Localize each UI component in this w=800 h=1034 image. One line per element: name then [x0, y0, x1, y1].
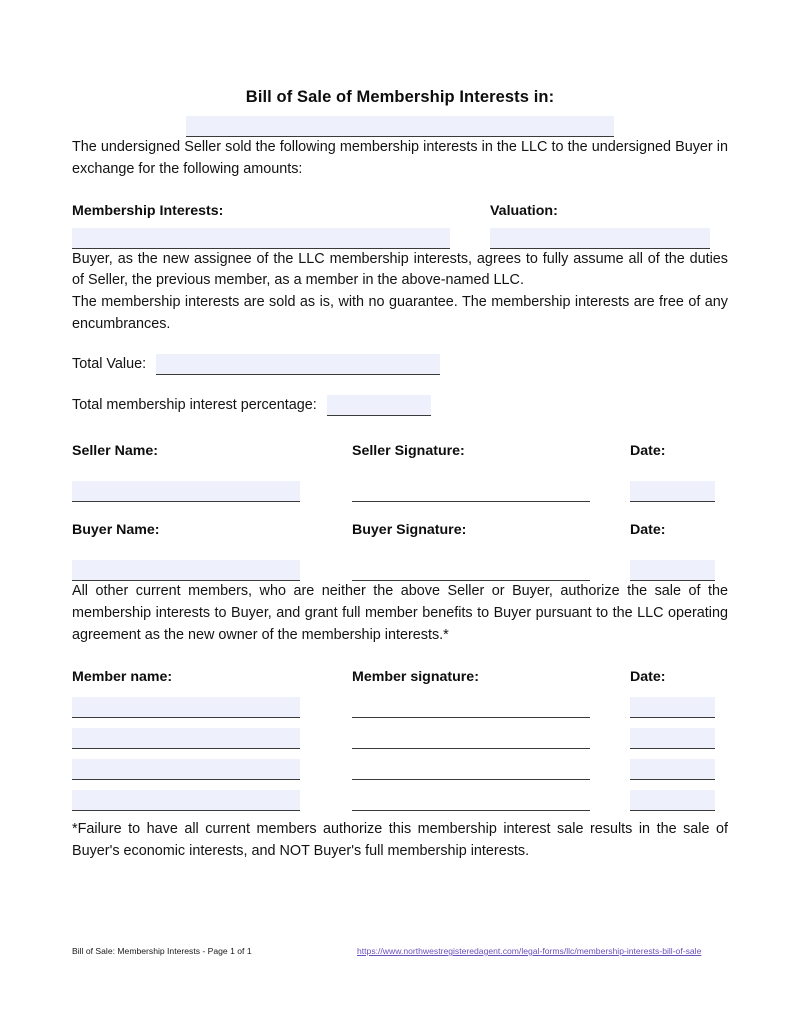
member-row [72, 788, 728, 819]
members-heading-row [72, 669, 728, 689]
member-rows [72, 695, 728, 819]
seller-date-input[interactable] [630, 481, 715, 502]
buyer-date-input[interactable] [630, 560, 715, 581]
seller-name-label: Seller Name: [72, 443, 158, 460]
buyer-signature-label: Buyer Signature: [352, 522, 467, 539]
total-percentage-row [72, 395, 728, 416]
seller-date-label: Date: [630, 443, 666, 460]
member-row [72, 726, 728, 757]
buyer-field-row [72, 547, 728, 581]
member-date-input[interactable] [630, 697, 715, 718]
member-date-label: Date: [630, 668, 666, 685]
membership-interests-input[interactable] [72, 228, 450, 249]
buyer-name-label: Buyer Name: [72, 522, 160, 539]
member-signature-input[interactable] [352, 790, 590, 811]
member-signature-input[interactable] [352, 697, 590, 718]
as-is-paragraph: The membership interests are sold as is, with no guarantee. The membership interests are free of any encumbrances. [72, 294, 728, 333]
member-name-label: Member name: [72, 668, 173, 685]
llc-name-field-row [72, 116, 728, 137]
total-percentage-input[interactable] [327, 395, 431, 416]
llc-name-input[interactable] [186, 116, 614, 137]
seller-signature-label: Seller Signature: [352, 443, 465, 460]
footnote-paragraph: *Failure to have all current members authorize this membership interest sale results in the sale of Buyer's economic interests, and NOT Buyer's full membership interests. [72, 820, 728, 859]
footer-page-label: Bill of Sale: Membership Interests - Page 1 of 1 [72, 946, 252, 956]
member-date-input[interactable] [630, 790, 715, 811]
member-name-input[interactable] [72, 759, 300, 780]
total-value-row [72, 354, 728, 375]
total-value-input[interactable] [156, 354, 440, 375]
valuation-input[interactable] [490, 228, 710, 249]
seller-heading-row [72, 443, 728, 463]
buyer-signature-input[interactable] [352, 560, 590, 581]
member-date-input[interactable] [630, 759, 715, 780]
member-signature-input[interactable] [352, 759, 590, 780]
member-name-input[interactable] [72, 728, 300, 749]
member-signature-label: Member signature: [352, 668, 479, 685]
seller-field-row [72, 468, 728, 502]
member-date-input[interactable] [630, 728, 715, 749]
interests-heading-row [72, 203, 728, 223]
seller-signature-input[interactable] [352, 481, 590, 502]
intro-paragraph: The undersigned Seller sold the following membership interests in the LLC to the undersigned Buyer in exchange for the following amounts: [72, 138, 728, 177]
buyer-heading-row [72, 522, 728, 542]
footer-source-link[interactable]: https://www.northwestregisteredagent.com/legal-forms/llc/membership-interests-bill-of-sale [357, 946, 702, 956]
buyer-date-label: Date: [630, 522, 666, 539]
member-row [72, 695, 728, 726]
member-row [72, 757, 728, 788]
other-members-paragraph: All other current members, who are neither the above Seller or Buyer, authorize the sale of the membership interests to Buyer, and grant full member benefits to Buyer pursuant to the LLC operating agreement as the new owner of the membership interests.* [72, 583, 728, 643]
valuation-label: Valuation: [490, 202, 558, 219]
membership-interests-label: Membership Interests: [72, 202, 224, 219]
total-percentage-label: Total membership interest percentage: [72, 397, 317, 414]
total-value-label: Total Value: [72, 356, 147, 373]
interests-field-row [72, 226, 728, 249]
page-footer [72, 946, 728, 964]
buyer-name-input[interactable] [72, 560, 300, 581]
member-signature-input[interactable] [352, 728, 590, 749]
assume-duties-paragraph: Buyer, as the new assignee of the LLC membership interests, agrees to fully assume all of the duties of Seller, the previous member, as a member in the above-named LLC. [72, 250, 728, 289]
seller-name-input[interactable] [72, 481, 300, 502]
page-title: Bill of Sale of Membership Interests in: [245, 88, 555, 106]
member-name-input[interactable] [72, 790, 300, 811]
member-name-input[interactable] [72, 697, 300, 718]
document-body [72, 0, 728, 863]
